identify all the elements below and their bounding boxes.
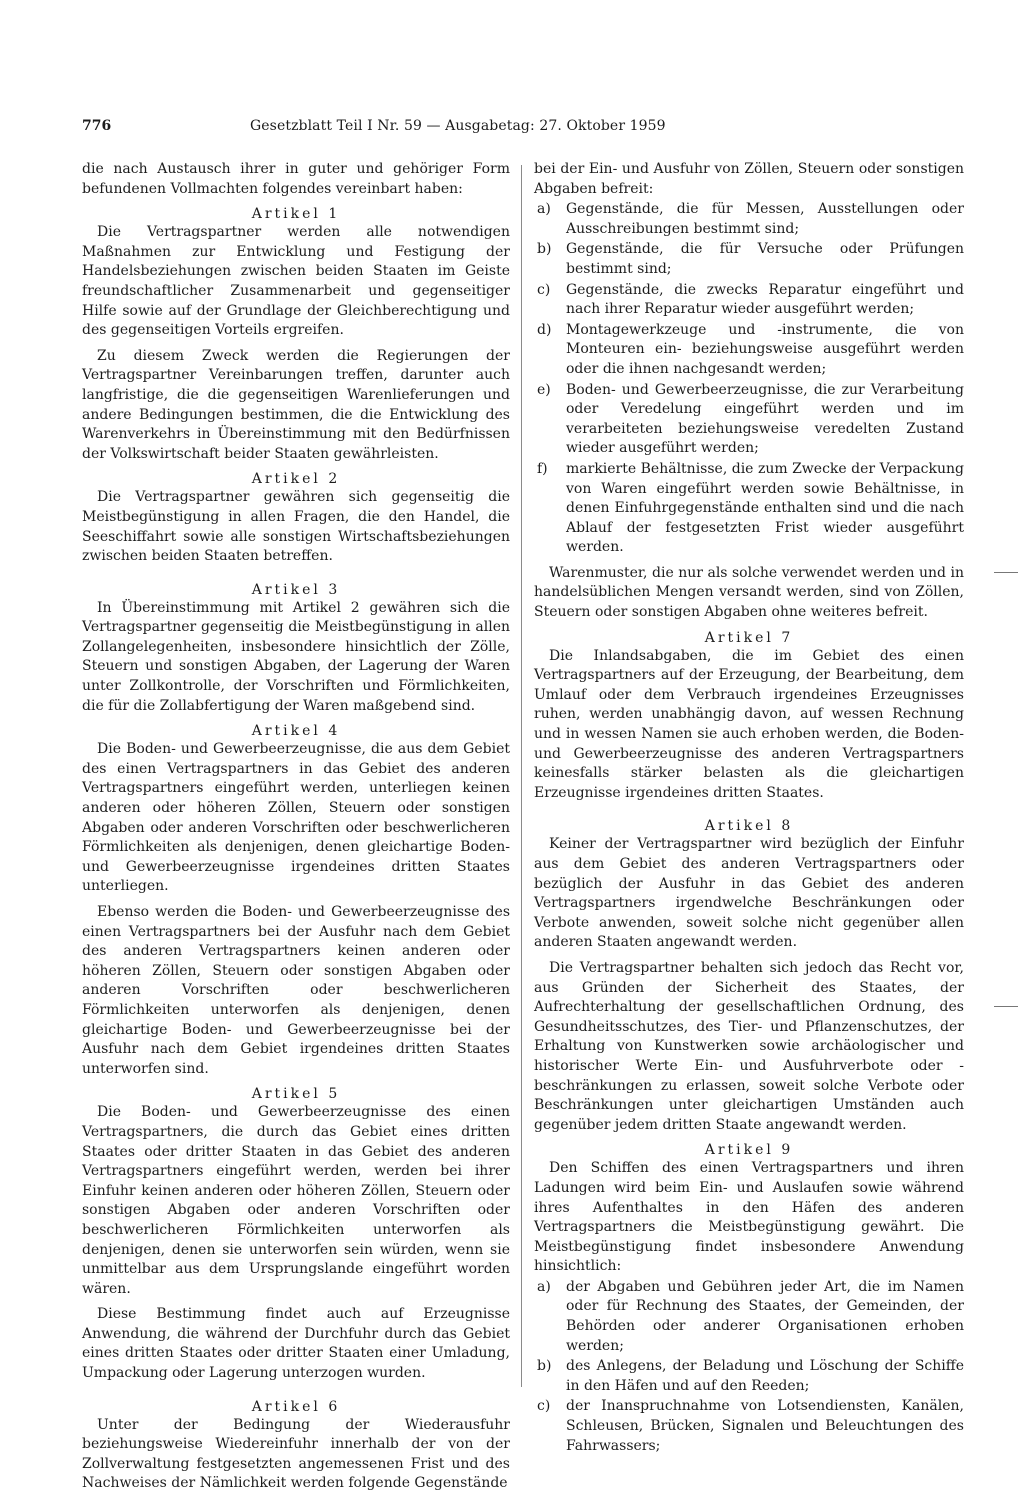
- list-item-label: b): [537, 241, 552, 258]
- article-4-paragraph-1: Die Boden- und Gewerbeerzeugnisse, die aus dem Gebiet des einen Vertragspartners in das Gebiet des anderen Vertragspartners eingeführt werden, unterliegen keinen anderen oder höheren Zöllen, Steuern oder sonstigen Abgaben oder anderen Vorschriften oder beschwerlicheren Förmlichkeiten als denjenigen, denen gleichartige Boden- und Gewerbeerzeugnisse irgendeines dritten Staates unterliegen.: [82, 741, 510, 895]
- list-item-label: e): [537, 381, 551, 398]
- article-9-heading: Artikel 9: [704, 1142, 794, 1159]
- article-6-paragraph-1: Unter der Bedingung der Wiederausfuhr beziehungsweise Wiedereinfuhr innerhalb der von der Zollverwaltung festgesetzten angemessenen Frist und des Nachweises der Nämlichkeit werden folgende Gegenstände: [82, 1416, 510, 1492]
- page-number: 776: [82, 118, 112, 134]
- article-7-paragraph-1: Die Inlandsabgaben, die im Gebiet des einen Vertragspartners auf der Erzeugung, der Bearbeitung, dem Umlauf oder dem Verbrauch irgendeines Erzeugnisses ruhen, werden unabhängig davon, auf wessen Rechnung und in wessen Namen sie auch erhoben werden, die Boden- und Gewerbeerzeugnisse des anderen Vertragspartners keinesfalls stärker belasten als die gleichartigen Erzeugnisse irgendeines dritten Staates.: [534, 647, 964, 801]
- list-item: [534, 240, 964, 279]
- list-item-text: Montagewerkzeuge und -instrumente, die von Monteuren ein- beziehungsweise ausgeführt werden oder die ihnen nachgesandt werden;: [566, 321, 964, 377]
- list-item: [534, 200, 964, 239]
- margin-mark: [994, 572, 1018, 573]
- intro-paragraph: die nach Austausch ihrer in guter und gehöriger Form befundenen Vollmachten folgendes vereinbart haben:: [82, 161, 510, 197]
- margin-mark: [994, 1006, 1018, 1007]
- list-item: [534, 1357, 964, 1396]
- list-item-text: der Abgaben und Gebühren jeder Art, die im Namen oder für Rechnung des Staates, der Gemeinden, der Behörden oder anderer Organisationen erhoben werden;: [566, 1278, 964, 1354]
- article-8-paragraph-1: Keiner der Vertragspartner wird bezüglich der Einfuhr aus dem Gebiet des anderen Vertragspartners oder bezüglich der Ausfuhr in das Gebiet des anderen Vertragspartners irgendwelche Beschränkungen oder Verbote anwenden, soweit solche nicht gegenüber allen anderen Staaten angewandt werden.: [534, 836, 964, 951]
- page-title: Gesetzblatt Teil I Nr. 59 — Ausgabetag: 27. Oktober 1959: [250, 118, 666, 134]
- list-item: [534, 1397, 964, 1456]
- left-column: [82, 160, 510, 1494]
- article-4-heading: Artikel 4: [251, 723, 341, 740]
- article-3-heading: Artikel 3: [251, 581, 341, 598]
- list-item: [534, 321, 964, 380]
- list-item: [534, 1278, 964, 1356]
- list-item-text: des Anlegens, der Beladung und Löschung der Schiffe in den Häfen und auf den Reeden;: [566, 1358, 964, 1394]
- article-4-paragraph-2: Ebenso werden die Boden- und Gewerbeerzeugnisse des einen Vertragspartners bei der Ausfuhr nach dem Gebiet des anderen Vertragspartners keinen anderen oder höheren Zöllen, Steuern oder sonstigen Abgaben oder anderen Vorschriften oder beschwerlicheren Förmlichkeiten unterworfen als denjenigen, denen gleichartige Boden- und Gewerbeerzeugnisse bei der Ausfuhr nach dem Gebiet irgendeines dritten Staates unterworfen sind.: [82, 904, 510, 1077]
- article-2-heading: Artikel 2: [251, 471, 341, 488]
- list-item-label: c): [537, 1398, 551, 1415]
- list-item-text: Gegenstände, die für Versuche oder Prüfungen bestimmt sind;: [566, 241, 964, 277]
- list-item-text: Gegenstände, die für Messen, Ausstellungen oder Ausschreibungen bestimmt sind;: [566, 201, 964, 237]
- right-column: [534, 160, 964, 1456]
- list-item-text: Boden- und Gewerbeerzeugnisse, die zur Verarbeitung oder Veredelung eingeführt werden und im verarbeiteten beziehungsweise veredelten Zustand wieder ausgeführt werden;: [566, 381, 964, 457]
- list-item-text: markierte Behältnisse, die zum Zwecke der Verpackung von Waren eingeführt werden sowie Behältnisse, in denen Einfuhrgegenstände enthalten sind und die nach Ablauf der festgesetzten Frist wieder ausgeführt werden.: [566, 460, 964, 556]
- list-item-label: a): [537, 201, 551, 218]
- article-6-continuation: bei der Ein- und Ausfuhr von Zöllen, Steuern oder sonstigen Abgaben befreit:: [534, 161, 964, 197]
- list-item-label: a): [537, 1278, 551, 1295]
- column-divider: [521, 165, 522, 1387]
- list-item: [534, 281, 964, 320]
- list-item-text: der Inanspruchnahme von Lotsendiensten, Kanälen, Schleusen, Brücken, Signalen und Beleuchtungen des Fahrwassers;: [566, 1398, 964, 1454]
- article-9-paragraph-1: Den Schiffen des einen Vertragspartners und ihren Ladungen wird beim Ein- und Auslaufen sowie während ihres Aufenthaltes in den Häfen des anderen Vertragspartners die Meistbegünstigung gewährt. Die Meistbegünstigung findet insbesondere Anwendung hinsichtlich:: [534, 1160, 964, 1275]
- list-item-text: Gegenstände, die zwecks Reparatur eingeführt und nach ihrer Reparatur wieder ausgeführt werden;: [566, 281, 964, 318]
- page-header: [82, 118, 942, 138]
- article-5-paragraph-1: Die Boden- und Gewerbeerzeugnisse des einen Vertragspartners, die durch das Gebiet eines dritten Staates oder dritter Staaten in das Gebiet des anderen Vertragspartners eingeführt werden, werden bei ihrer Einfuhr keinen anderen oder höheren Zöllen, Steuern oder sonstigen Abgaben oder anderen Vorschriften oder beschwerlicheren Förmlichkeiten unterworfen als denjenigen, denen sie unterworfen sein würden, wenn sie unmittelbar aus dem Ursprungslande eingeführt worden wären.: [82, 1104, 510, 1297]
- article-5-paragraph-2: Diese Bestimmung findet auch auf Erzeugnisse Anwendung, die während der Durchfuhr durch das Gebiet eines dritten Staates oder dritter Staaten einer Umladung, Umpackung oder Lagerung unterzogen wurden.: [82, 1306, 510, 1382]
- article-6-paragraph-2: Warenmuster, die nur als solche verwendet werden und in handelsüblichen Mengen versandt werden, sind von Zöllen, Steuern oder sonstigen Abgaben ohne weiteres befreit.: [534, 564, 964, 621]
- article-3-paragraph-1: In Übereinstimmung mit Artikel 2 gewähren sich die Vertragspartner gegenseitig die Meistbegünstigung in allen Zollangelegenheiten, insbesondere hinsichtlich der Zölle, Steuern und sonstigen Abgaben, der Lagerung der Waren unter Zollkontrolle, der Vorschriften und Förmlichkeiten, die für die Zollabfertigung der Waren maßgebend sind.: [82, 599, 510, 714]
- list-item: [534, 381, 964, 459]
- article-6-heading: Artikel 6: [251, 1398, 341, 1415]
- article-8-heading: Artikel 8: [704, 818, 794, 835]
- list-item-label: f): [537, 460, 548, 477]
- list-item-label: b): [537, 1358, 552, 1375]
- article-1-paragraph-2: Zu diesem Zweck werden die Regierungen der Vertragspartner Vereinbarungen treffen, darunter auch langfristige, die die gegenseitigen Warenlieferungen und andere Bedingungen bestimmen, die die Entwicklung des Warenverkehrs in Übereinstimmung mit den Bedürfnissen der Volkswirtschaft beider Staaten gewährleisten.: [82, 347, 510, 462]
- list-item-label: d): [537, 321, 552, 338]
- article-1-paragraph-1: Die Vertragspartner werden alle notwendigen Maßnahmen zur Entwicklung und Festigung der Handelsbeziehungen zwischen beiden Staaten im Geiste freundschaftlicher Zusammenarbeit und gegenseitiger Hilfe sowie auf der Grundlage der Gleichberechtigung und des gegenseitigen Vorteils ergreifen.: [82, 224, 510, 339]
- list-item: [534, 460, 964, 558]
- article-1-heading: Artikel 1: [251, 206, 341, 223]
- list-item-label: c): [537, 281, 551, 298]
- article-7-heading: Artikel 7: [704, 629, 794, 646]
- article-8-paragraph-2: Die Vertragspartner behalten sich jedoch das Recht vor, aus Gründen der Sicherheit des Staates, der Aufrechterhaltung der gesellschaftlichen Ordnung, des Gesundheitsschutzes, des Tier- und Pflanzenschutzes, der Erhaltung von Kunstwerken sowie archäologischer und historischer Werte Ein- und Ausfuhrverbote oder -beschränkungen zu erlassen, soweit solche Verbote oder Beschränkungen unter gleichartigen Umständen auch gegenüber jedem dritten Staate angewandt werden.: [534, 959, 964, 1133]
- article-5-heading: Artikel 5: [251, 1086, 341, 1103]
- article-2-paragraph-1: Die Vertragspartner gewähren sich gegenseitig die Meistbegünstigung in allen Fragen, die den Handel, die Seeschiffahrt sowie alle sonstigen Wirtschaftsbeziehungen zwischen beiden Staaten betreffen.: [82, 489, 510, 565]
